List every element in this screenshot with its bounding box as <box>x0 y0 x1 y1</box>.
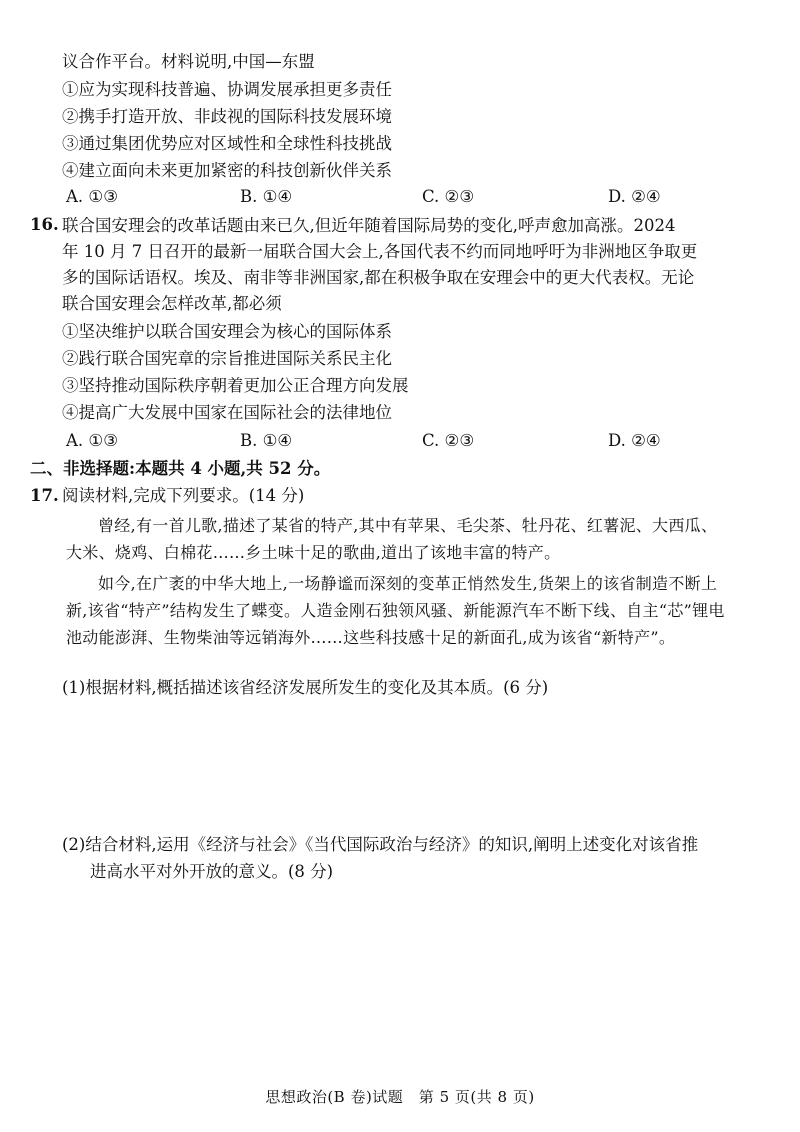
q17-sub2-line2: 进高水平对外开放的意义。(8 分) <box>90 862 334 881</box>
q17-material-para2: 如今,在广袤的中华大地上,一场静谧而深刻的变革正悄然发生,货架上的该省制造不断上新,该省“特产”结构发生了蝶变。人造金刚石独领风骚、新能源汽车不断下线、自主“芯”锂电池动能澎湃、生物柴油等远销海外……这些科技感十足的新面孔,成为该省“新特产”。 <box>66 574 725 647</box>
q17-sub2-line1: (2)结合材料,运用《经济与社会》《当代国际政治与经济》的知识,阐明上述变化对该省推 <box>62 835 699 854</box>
q16-number: 16. <box>30 215 59 234</box>
q15-options <box>66 185 706 209</box>
q15-option-b[interactable]: B. ①④ <box>240 187 293 206</box>
q16-options <box>66 429 706 453</box>
q17-number: 17. <box>30 486 59 505</box>
q16-option-d[interactable]: D. ②④ <box>608 431 661 450</box>
q16-option-c[interactable]: C. ②③ <box>422 431 475 450</box>
q17-material <box>66 512 732 651</box>
q16-stem-line: 多的国际话语权。埃及、南非等非洲国家,都在积极争取在安理会中的更大代表权。无论 <box>62 268 695 287</box>
q16-statement-1: ①坚决维护以联合国安理会为核心的国际体系 <box>62 322 392 341</box>
q17-sub1: (1)根据材料,概括描述该省经济发展所发生的变化及其本质。(6 分) <box>62 678 549 697</box>
q16-stem-line: 联合国安理会的改革话题由来已久,但近年随着国际局势的变化,呼声愈加高涨。2024 <box>62 216 676 235</box>
q15-statement-2: ②携手打造开放、非歧视的国际科技发展环境 <box>62 107 392 126</box>
q15-option-d[interactable]: D. ②④ <box>608 187 661 206</box>
q16-option-b[interactable]: B. ①④ <box>240 431 293 450</box>
q17-prompt: 阅读材料,完成下列要求。(14 分) <box>62 486 305 505</box>
q15-stem-tail: 议合作平台。材料说明,中国—东盟 <box>62 52 315 71</box>
q16-option-a[interactable]: A. ①③ <box>66 431 118 450</box>
q16-stem <box>62 213 730 317</box>
q15-option-a[interactable]: A. ①③ <box>66 187 118 206</box>
q15-statement-4: ④建立面向未来更加紧密的科技创新伙伴关系 <box>62 161 392 180</box>
section2-heading: 二、非选择题:本题共 4 小题,共 52 分。 <box>30 459 331 478</box>
q16-statement-2: ②践行联合国宪章的宗旨推进国际关系民主化 <box>62 349 392 368</box>
q16-statement-3: ③坚持推动国际秩序朝着更加公正合理方向发展 <box>62 376 409 395</box>
q16-statement-4: ④提高广大发展中国家在国际社会的法律地位 <box>62 403 392 422</box>
page-footer: 思想政治(B 卷)试题 第 5 页(共 8 页) <box>265 1088 535 1106</box>
q17-material-para1: 曾经,有一首儿歌,描述了某省的特产,其中有苹果、毛尖茶、牡丹花、红薯泥、大西瓜、大米、烧鸡、白棉花……乡土味十足的歌曲,道出了该地丰富的特产。 <box>66 516 718 562</box>
q15-statement-3: ③通过集团优势应对区域性和全球性科技挑战 <box>62 134 392 153</box>
q16-stem-line: 联合国安理会怎样改革,都必须 <box>62 294 282 313</box>
q15-statement-1: ①应为实现科技普遍、协调发展承担更多责任 <box>62 80 392 99</box>
q16-stem-line: 年 10 月 7 日召开的最新一届联合国大会上,各国代表不约而同地呼吁为非洲地区争取更 <box>62 242 698 261</box>
q15-option-c[interactable]: C. ②③ <box>422 187 475 206</box>
